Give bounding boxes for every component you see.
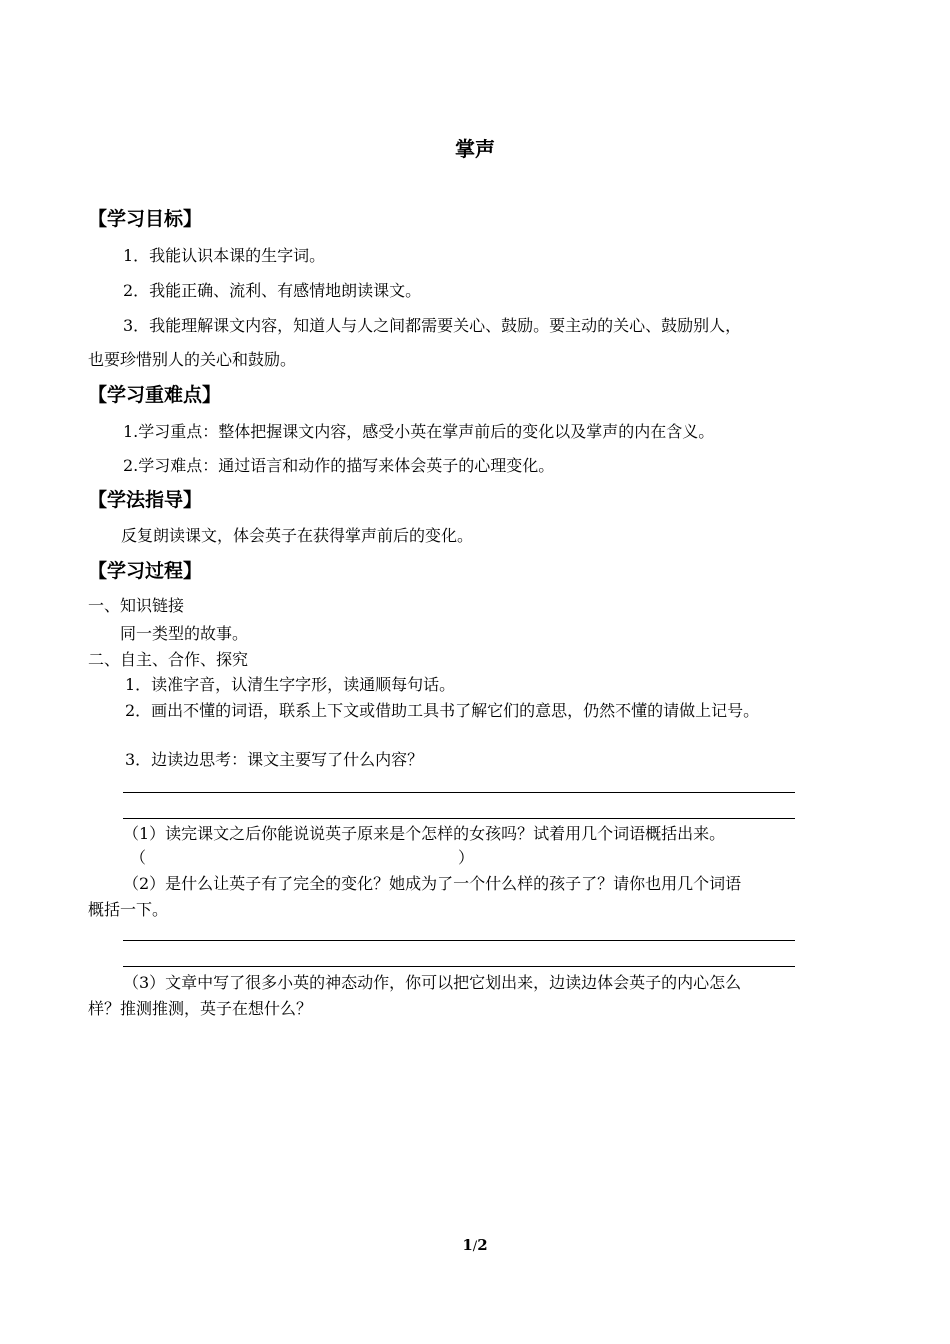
question-1-paren-open: （ [130, 848, 147, 867]
question-2-line-2: 概括一下。 [88, 900, 169, 919]
answer-line[interactable] [123, 940, 795, 941]
section-heading-method: 【学法指导】 [88, 489, 203, 511]
question-2-line-1: （2）是什么让英子有了完全的变化？她成为了一个什么样的孩子了？请你也用几个词语 [123, 874, 742, 893]
process-step-3: 3．边读边思考：课文主要写了什么内容？ [125, 750, 424, 769]
page-number-separator: / [472, 1239, 478, 1254]
answer-line[interactable] [123, 818, 795, 819]
key-point-focus: 1.学习重点：整体把握课文内容，感受小英在掌声前后的变化以及掌声的内在含义。 [123, 422, 715, 441]
key-point-difficulty: 2.学习难点：通过语言和动作的描写来体会英子的心理变化。 [123, 456, 555, 475]
section-heading-goals: 【学习目标】 [88, 208, 203, 230]
process-part2-title: 二、自主、合作、探究 [88, 650, 249, 669]
goal-item-3: 3．我能理解课文内容，知道人与人之间都需要关心、鼓励。要主动的关心、鼓励别人， [123, 316, 742, 335]
question-3-line-2: 样？推测推测，英子在想什么？ [88, 999, 313, 1018]
section-heading-process: 【学习过程】 [88, 560, 203, 582]
question-3-line-1: （3）文章中写了很多小英的神态动作，你可以把它划出来，边读边体会英子的内心怎么 [123, 973, 742, 992]
process-part1-text: 同一类型的故事。 [120, 624, 249, 643]
method-text: 反复朗读课文，体会英子在获得掌声前后的变化。 [121, 526, 474, 545]
section-heading-key-points: 【学习重难点】 [88, 384, 222, 406]
process-part1-title: 一、知识链接 [88, 596, 185, 615]
question-1: （1）读完课文之后你能说说英子原来是个怎样的女孩吗？试着用几个词语概括出来。 [123, 824, 726, 843]
process-step-1: 1．读准字音，认清生字字形，读通顺每句话。 [125, 675, 456, 694]
page-number [0, 1236, 950, 1254]
goal-item-3-continued: 也要珍惜别人的关心和鼓励。 [88, 350, 297, 369]
process-step-2: 2．画出不懂的词语，联系上下文或借助工具书了解它们的意思，仍然不懂的请做上记号。 [125, 701, 760, 720]
goal-item-1: 1．我能认识本课的生字词。 [123, 246, 326, 265]
answer-line[interactable] [123, 792, 795, 793]
answer-line[interactable] [123, 966, 795, 967]
page-number-current: 1 [462, 1236, 473, 1254]
goal-item-2: 2．我能正确、流利、有感情地朗读课文。 [123, 281, 422, 300]
page-number-total: 2 [477, 1236, 488, 1254]
page-title: 掌声 [455, 137, 495, 161]
question-1-paren-close: ） [458, 848, 475, 867]
